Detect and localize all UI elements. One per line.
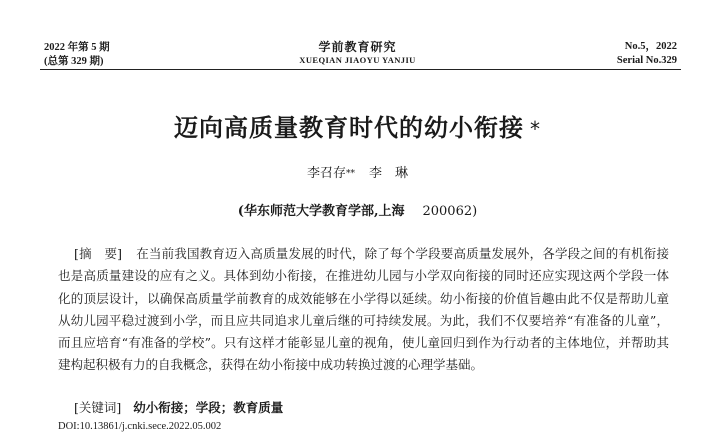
author-footnote-mark: ** <box>346 169 355 179</box>
issue-year-number: 2022 年第 5 期 <box>44 42 110 53</box>
abstract-text: 在当前我国教育迈入高质量发展的时代，除了每个学段要高质量发展外，各学段之间的有机衔接也是高质量建设的应有之义。具体到幼小衔接，在推进幼儿园与小学双向衔接的同时还应实现这两个学段一体化的顶层设计，以确保高质量学前教育的成效能够在小学得以延续。幼小衔接的价值旨趣由此不仅是帮助儿童从幼儿园平稳过渡到小学，而且应共同追求儿童后继的可持续发展。为此，我们不仅要培养“有准备的儿童”，而且应培育“有准备的学校”。只有这样才能彰显儿童的视角，使儿童回归到作为行动者的主体地位，并帮助其建构起积极有力的自我概念，获得在幼小衔接中成功转换过渡的心理学基础。 <box>58 246 669 373</box>
author-line <box>0 165 715 183</box>
keywords-label: [关键词] <box>74 400 122 415</box>
article-title-text: 迈向高质量教育时代的幼小衔接 <box>174 114 524 142</box>
keywords <box>74 400 283 416</box>
issue-number-english: No.5，2022 <box>624 41 677 52</box>
journal-name-pinyin: XUEQIAN JIAOYU YANJIU <box>299 55 416 65</box>
journal-name <box>0 40 715 66</box>
journal-name-chinese: 学前教育研究 <box>318 40 397 54</box>
affiliation-text: (华东师范大学教育学部,上海 <box>237 204 405 219</box>
serial-number-english: Serial No.329 <box>616 55 677 66</box>
article-title <box>0 113 715 144</box>
postal-code: 200062) <box>422 204 478 219</box>
affiliation <box>0 203 715 221</box>
abstract <box>58 243 669 377</box>
header-rule <box>40 69 681 70</box>
issue-info-english <box>617 40 677 68</box>
author-name: 李 琳 <box>369 166 409 181</box>
doi[interactable]: DOI:10.13861/j.cnki.sece.2022.05.002 <box>58 421 222 432</box>
keywords-text: 幼小衔接；学段；教育质量 <box>133 400 284 415</box>
author-name: 李召存 <box>306 166 346 181</box>
abstract-label: [摘 要] <box>74 246 123 261</box>
issue-serial-number: (总第 329 期) <box>44 56 104 67</box>
title-footnote-mark: * <box>530 117 541 141</box>
